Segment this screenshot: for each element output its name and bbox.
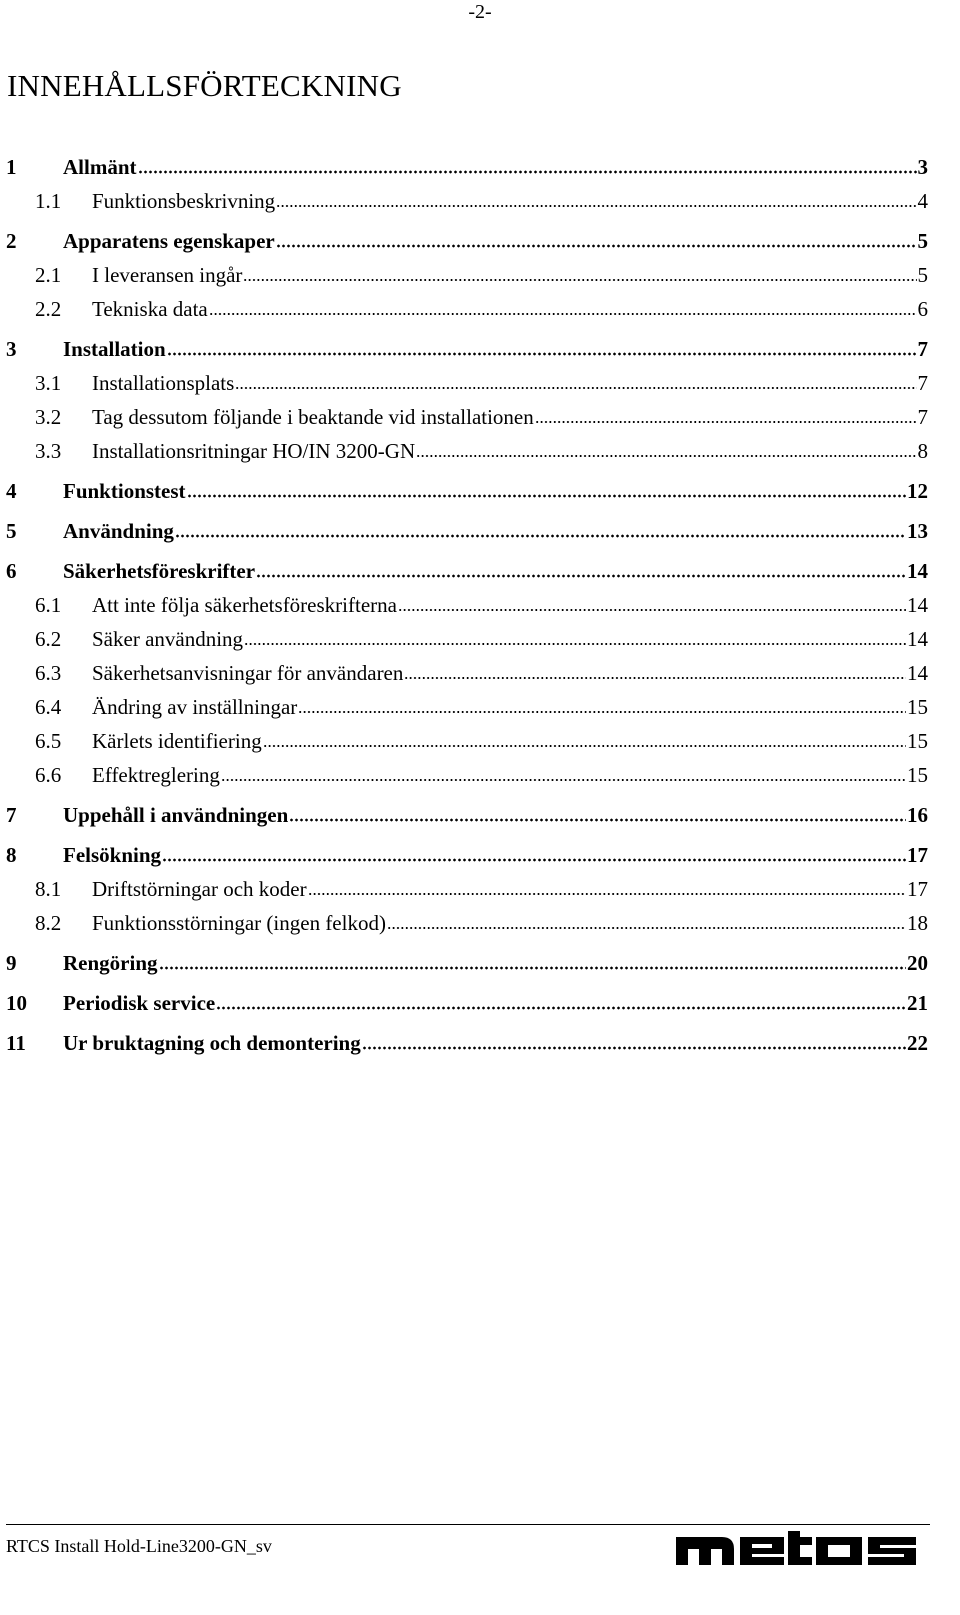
toc-entry-number: 2.1 xyxy=(35,263,62,287)
toc-entry-label: Att inte följa säkerhetsföreskrifterna xyxy=(92,593,397,617)
toc-dot-leader xyxy=(216,1006,906,1010)
page-number: -2- xyxy=(468,1,492,23)
toc-entry-number: 6.6 xyxy=(35,763,62,787)
toc-dot-leader xyxy=(159,966,907,970)
toc-entry[interactable] xyxy=(6,405,928,429)
toc-dot-leader xyxy=(535,420,917,424)
toc-dot-leader xyxy=(298,710,906,714)
toc-entry-label: Ändring av inställningar xyxy=(92,695,298,719)
toc-dot-leader xyxy=(404,676,906,680)
toc-dot-leader xyxy=(276,204,916,208)
toc-entry-number: 11 xyxy=(6,1031,26,1055)
toc-entry[interactable] xyxy=(6,297,928,321)
toc-dot-leader xyxy=(175,534,906,538)
toc-entry[interactable] xyxy=(6,803,928,827)
toc-entry[interactable] xyxy=(6,155,928,179)
toc-entry[interactable] xyxy=(6,763,928,787)
toc-entry-label: Uppehåll i användningen xyxy=(63,803,289,827)
toc-entry-number: 6.3 xyxy=(35,661,62,685)
table-of-contents xyxy=(6,155,928,1055)
toc-entry-label: Säker användning xyxy=(92,627,244,651)
toc-entry-page: 5 xyxy=(917,263,928,287)
toc-entry[interactable] xyxy=(6,371,928,395)
toc-entry-page: 21 xyxy=(907,991,928,1015)
toc-entry-label: Tag dessutom följande i beaktande vid installationen xyxy=(92,405,534,429)
toc-entry-label: Installation xyxy=(63,337,166,361)
toc-entry[interactable] xyxy=(6,843,928,867)
toc-entry-label: Driftstörningar och koder xyxy=(92,877,307,901)
toc-entry[interactable] xyxy=(6,1031,928,1055)
toc-entry-page: 3 xyxy=(917,155,928,179)
toc-entry[interactable] xyxy=(6,911,928,935)
toc-entry-page: 14 xyxy=(907,627,928,651)
toc-entry-number: 6.5 xyxy=(35,729,62,753)
toc-entry[interactable] xyxy=(6,439,928,463)
toc-entry-page: 8 xyxy=(917,439,928,463)
toc-entry-number: 1.1 xyxy=(35,189,62,213)
toc-entry-number: 9 xyxy=(6,951,17,975)
toc-entry-number: 3.3 xyxy=(35,439,62,463)
footer-document-id: RTCS Install Hold-Line3200-GN_sv xyxy=(6,1536,272,1556)
toc-dot-leader xyxy=(221,778,906,782)
toc-dot-leader xyxy=(162,858,906,862)
toc-entry[interactable] xyxy=(6,593,928,617)
toc-dot-leader xyxy=(398,608,906,612)
toc-entry[interactable] xyxy=(6,661,928,685)
toc-entry-number: 3.2 xyxy=(35,405,62,429)
toc-dot-leader xyxy=(289,818,906,822)
toc-entry-page: 6 xyxy=(917,297,928,321)
toc-entry[interactable] xyxy=(6,479,928,503)
toc-entry-label: Periodisk service xyxy=(63,991,216,1015)
toc-dot-leader xyxy=(244,642,906,646)
toc-entry[interactable] xyxy=(6,263,928,287)
toc-dot-leader xyxy=(235,386,916,390)
toc-entry-number: 10 xyxy=(6,991,27,1015)
toc-entry[interactable] xyxy=(6,189,928,213)
toc-entry-page: 18 xyxy=(907,911,928,935)
toc-entry-label: Allmänt xyxy=(63,155,137,179)
toc-entry-page: 15 xyxy=(907,695,928,719)
toc-entry-page: 14 xyxy=(907,661,928,685)
toc-dot-leader xyxy=(362,1046,906,1050)
toc-entry-label: Rengöring xyxy=(63,951,158,975)
toc-entry-label: Tekniska data xyxy=(92,297,208,321)
toc-entry[interactable] xyxy=(6,991,928,1015)
toc-entry-page: 15 xyxy=(907,763,928,787)
toc-entry-label: Effektreglering xyxy=(92,763,220,787)
toc-entry[interactable] xyxy=(6,695,928,719)
toc-entry-number: 1 xyxy=(6,155,17,179)
toc-entry-page: 7 xyxy=(917,405,928,429)
toc-entry-number: 8.1 xyxy=(35,877,62,901)
toc-entry-label: Apparatens egenskaper xyxy=(63,229,275,253)
toc-entry-page: 5 xyxy=(917,229,928,253)
toc-entry-label: I leveransen ingår xyxy=(92,263,243,287)
toc-entry[interactable] xyxy=(6,877,928,901)
toc-entry[interactable] xyxy=(6,627,928,651)
toc-entry-label: Ur bruktagning och demontering xyxy=(63,1031,361,1055)
toc-entry-label: Funktionstest xyxy=(63,479,186,503)
toc-dot-leader xyxy=(167,352,917,356)
toc-entry-number: 6.2 xyxy=(35,627,62,651)
toc-dot-leader xyxy=(256,574,906,578)
toc-entry-number: 8 xyxy=(6,843,17,867)
toc-entry-label: Säkerhetsanvisningar för användaren xyxy=(92,661,404,685)
toc-entry-label: Funktionsstörningar (ingen felkod) xyxy=(92,911,386,935)
toc-entry-number: 2.2 xyxy=(35,297,62,321)
toc-entry-page: 17 xyxy=(907,843,928,867)
metos-logo xyxy=(676,1531,926,1565)
toc-entry-number: 3.1 xyxy=(35,371,62,395)
toc-dot-leader xyxy=(276,244,917,248)
toc-dot-leader xyxy=(209,312,917,316)
toc-dot-leader xyxy=(138,170,917,174)
toc-entry-label: Kärlets identifiering xyxy=(92,729,262,753)
toc-entry-label: Installationsplats xyxy=(92,371,235,395)
toc-entry-page: 22 xyxy=(907,1031,928,1055)
toc-entry[interactable] xyxy=(6,229,928,253)
toc-entry-number: 6.1 xyxy=(35,593,62,617)
toc-entry-page: 14 xyxy=(907,593,928,617)
toc-dot-leader xyxy=(263,744,906,748)
footer-divider xyxy=(6,1524,930,1525)
toc-entry[interactable] xyxy=(6,729,928,753)
toc-dot-leader xyxy=(387,926,906,930)
toc-entry-page: 7 xyxy=(917,337,928,361)
toc-dot-leader xyxy=(416,454,916,458)
toc-entry-label: Installationsritningar HO/IN 3200-GN xyxy=(92,439,416,463)
toc-dot-leader xyxy=(187,494,906,498)
toc-entry-number: 2 xyxy=(6,229,17,253)
toc-entry-page: 14 xyxy=(907,559,928,583)
toc-entry-number: 3 xyxy=(6,337,17,361)
toc-dot-leader xyxy=(243,278,916,282)
toc-entry-page: 13 xyxy=(907,519,928,543)
toc-entry-page: 7 xyxy=(917,371,928,395)
toc-entry-page: 12 xyxy=(907,479,928,503)
toc-entry-label: Funktionsbeskrivning xyxy=(92,189,276,213)
toc-entry-label: Felsökning xyxy=(63,843,162,867)
toc-entry-number: 5 xyxy=(6,519,17,543)
toc-dot-leader xyxy=(308,892,906,896)
toc-entry-number: 6 xyxy=(6,559,17,583)
toc-entry[interactable] xyxy=(6,559,928,583)
toc-entry-page: 16 xyxy=(907,803,928,827)
toc-entry[interactable] xyxy=(6,519,928,543)
toc-entry-number: 8.2 xyxy=(35,911,62,935)
toc-entry-page: 17 xyxy=(907,877,928,901)
toc-entry-number: 7 xyxy=(6,803,17,827)
toc-title: INNEHÅLLSFÖRTECKNING xyxy=(7,68,402,103)
toc-entry-label: Användning xyxy=(63,519,174,543)
toc-entry-page: 20 xyxy=(907,951,928,975)
toc-entry-label: Säkerhetsföreskrifter xyxy=(63,559,256,583)
toc-entry-number: 4 xyxy=(6,479,17,503)
toc-entry-number: 6.4 xyxy=(35,695,62,719)
toc-entry[interactable] xyxy=(6,337,928,361)
toc-entry[interactable] xyxy=(6,951,928,975)
toc-entry-page: 15 xyxy=(907,729,928,753)
toc-entry-page: 4 xyxy=(917,189,928,213)
